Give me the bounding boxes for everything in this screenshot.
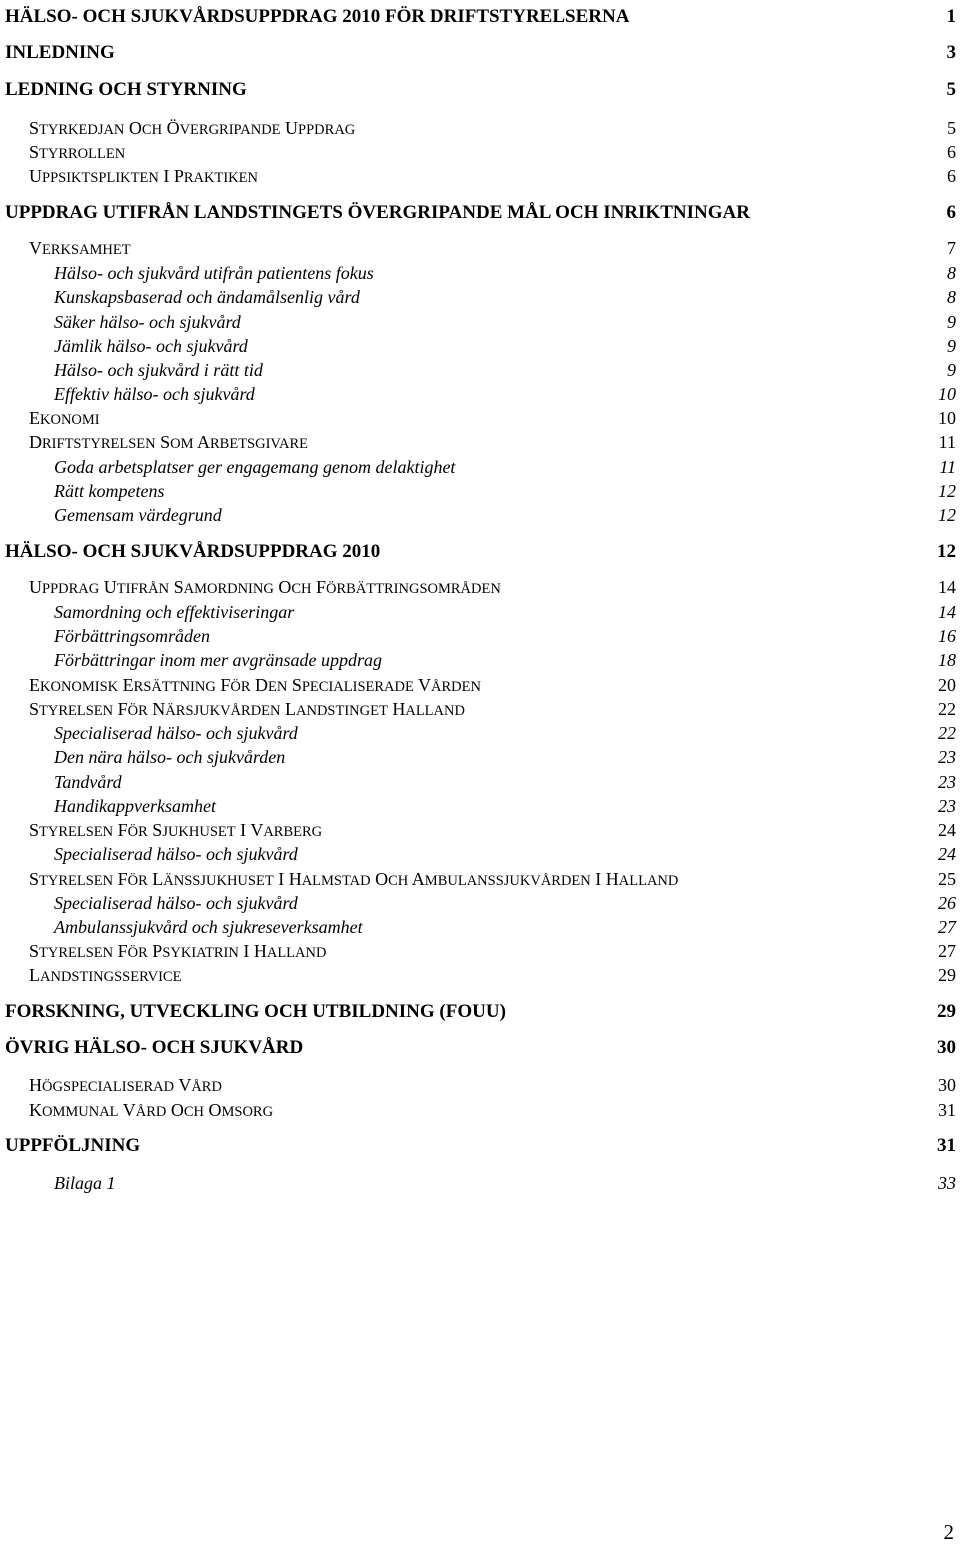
toc-entry-title: Hälso- och sjukvård i rätt tid [54,360,263,380]
toc-entry-title: UPPSIKTSPLIKTEN I PRAKTIKEN [29,166,258,186]
toc-entry-page: 23 [938,747,956,767]
toc-entry-title: STYRKEDJAN OCH ÖVERGRIPANDE UPPDRAG [29,118,356,138]
toc-entry-page: 8 [947,263,956,283]
toc-entry-title: FORSKNING, UTVECKLING OCH UTBILDNING (FOUU) [5,1001,506,1022]
toc-entry-title: Säker hälso- och sjukvård [54,312,241,332]
toc-entry[interactable] [0,868,956,892]
toc-entry-page: 23 [938,772,956,792]
toc-entry[interactable] [0,1135,956,1157]
toc-entry[interactable] [0,165,956,189]
toc-entry-page: 20 [938,675,956,695]
toc-entry-title: Den nära hälso- och sjukvården [54,747,286,767]
toc-entry[interactable] [0,746,956,768]
toc-entry-page: 16 [938,626,956,646]
toc-entry[interactable] [0,335,956,357]
toc-entry-title: Specialiserad hälso- och sjukvård [54,844,298,864]
toc-entry-page: 9 [947,360,956,380]
toc-entry-title: Hälso- och sjukvård utifrån patientens fokus [54,263,374,283]
toc-entry-page: 6 [947,166,956,186]
toc-entry-title: STYRROLLEN [29,142,126,162]
toc-entry-page: 5 [947,118,956,138]
toc-entry-page: 23 [938,796,956,816]
toc-entry-title: Tandvård [54,772,122,792]
toc-entry-page: 12 [937,541,956,562]
toc-entry-page: 24 [938,844,956,864]
toc-entry-title: Samordning och effektiviseringar [54,602,295,622]
toc-entry-page: 12 [938,481,956,501]
toc-entry[interactable] [0,504,956,526]
toc-entry[interactable] [0,383,956,405]
toc-entry-title: STYRELSEN FÖR SJUKHUSET I VARBERG [29,820,323,840]
toc-entry-page: 10 [938,384,956,404]
toc-entry[interactable] [0,262,956,284]
toc-entry[interactable] [0,601,956,623]
page-number: 2 [943,1520,954,1544]
toc-entry[interactable] [0,674,956,698]
toc-entry-page: 6 [946,202,956,223]
toc-entry-page: 12 [938,505,956,525]
toc-entry-title: UPPFÖLJNING [5,1135,141,1156]
toc-entry-title: UPPDRAG UTIFRÅN SAMORDNING OCH FÖRBÄTTRINGSOMRÅDEN [29,577,501,597]
toc-entry-page: 7 [947,238,956,258]
toc-entry[interactable] [0,576,956,600]
toc-entry-page: 31 [937,1135,956,1156]
toc-entry-title: Kunskapsbaserad och ändamålsenlig vård [54,287,360,307]
toc-entry-title: Effektiv hälso- och sjukvård [54,384,255,404]
toc-entry[interactable] [0,79,956,101]
toc-entry[interactable] [0,141,956,165]
toc-entry-title: Handikappverksamhet [54,796,216,816]
toc-entry-page: 27 [938,917,956,937]
toc-entry-page: 25 [938,869,956,889]
toc-entry-page: 8 [947,287,956,307]
toc-entry-page: 22 [938,723,956,743]
toc-entry[interactable] [0,892,956,914]
toc-entry-page: 30 [937,1037,956,1058]
toc-entry[interactable] [0,722,956,744]
toc-entry-page: 18 [938,650,956,670]
toc-entry[interactable] [0,456,956,478]
toc-entry[interactable] [0,916,956,938]
toc-entry-page: 22 [938,699,956,719]
toc-entry-title: ÖVRIG HÄLSO- OCH SJUKVÅRD [5,1037,304,1058]
toc-entry[interactable] [0,940,956,964]
toc-entry-title: VERKSAMHET [29,238,131,258]
toc-entry[interactable] [0,843,956,865]
toc-entry-title: Rätt kompetens [54,481,165,501]
toc-entry[interactable] [0,480,956,502]
toc-entry[interactable] [0,964,956,988]
toc-entry-title: Goda arbetsplatser ger engagemang genom delaktighet [54,457,456,477]
toc-entry[interactable] [0,1001,956,1023]
toc-entry-page: 27 [938,941,956,961]
toc-entry[interactable] [0,311,956,333]
toc-entry-page: 5 [946,79,956,100]
toc-entry-page: 26 [938,893,956,913]
toc-entry-page: 1 [946,6,956,27]
toc-entry-page: 11 [939,457,956,477]
toc-entry-page: 6 [947,142,956,162]
toc-entry-page: 24 [938,820,956,840]
toc-entry-title: STYRELSEN FÖR PSYKIATRIN I HALLAND [29,941,327,961]
toc-entry[interactable] [0,819,956,843]
toc-entry[interactable] [0,625,956,647]
toc-entry-title: EKONOMISK ERSÄTTNING FÖR DEN SPECIALISERADE VÅRDEN [29,675,481,695]
toc-entry[interactable] [0,359,956,381]
toc-entry-title: Gemensam värdegrund [54,505,222,525]
toc-entry-title: HÄLSO- OCH SJUKVÅRDSUPPDRAG 2010 [5,541,381,562]
toc-entry-page: 29 [937,1001,956,1022]
toc-entry[interactable] [0,698,956,722]
toc-entry-title: Ambulanssjukvård och sjukreseverksamhet [54,917,363,937]
toc-entry[interactable] [0,771,956,793]
toc-entry[interactable] [0,237,956,261]
toc-entry-page: 31 [938,1100,956,1120]
toc-entry-page: 11 [938,432,956,452]
toc-entry[interactable] [0,117,956,141]
toc-entry-title: Specialiserad hälso- och sjukvård [54,893,298,913]
toc-entry-title: DRIFTSTYRELSEN SOM ARBETSGIVARE [29,432,309,452]
toc-entry[interactable] [0,202,956,224]
toc-entry[interactable] [0,42,956,64]
toc-entry[interactable] [0,795,956,817]
toc-entry-title: HÖGSPECIALISERAD VÅRD [29,1075,222,1095]
toc-entry[interactable] [0,649,956,671]
toc-entry[interactable] [0,286,956,308]
toc-entry-title: EKONOMI [29,408,100,428]
toc-entry[interactable] [0,407,956,431]
toc-entry-page: 3 [946,42,956,63]
toc-entry-page: 14 [938,577,956,597]
toc-entry[interactable] [0,6,956,28]
toc-entry-title: Jämlik hälso- och sjukvård [54,336,248,356]
toc-entry-title: Förbättringsområden [54,626,211,646]
toc-entry[interactable] [0,541,956,563]
toc-entry-page: 29 [938,965,956,985]
toc-entry-page: 9 [947,336,956,356]
toc-entry-page: 33 [938,1173,956,1193]
toc-entry[interactable] [0,1099,956,1123]
toc-entry-title: Specialiserad hälso- och sjukvård [54,723,298,743]
toc-entry-title: LANDSTINGSSERVICE [29,965,182,985]
toc-entry-title: Bilaga 1 [54,1173,116,1193]
toc-entry-page: 10 [938,408,956,428]
toc-entry[interactable] [0,1074,956,1098]
toc-entry-title: STYRELSEN FÖR LÄNSSJUKHUSET I HALMSTAD OCH AMBULANSSJUKVÅRDEN I HALLAND [29,869,679,889]
toc-entry-title: LEDNING OCH STYRNING [5,79,247,100]
toc-entry-title: INLEDNING [5,42,115,63]
toc-entry-title: UPPDRAG UTIFRÅN LANDSTINGETS ÖVERGRIPANDE MÅL OCH INRIKTNINGAR [5,202,750,223]
toc-entry-title: Förbättringar inom mer avgränsade uppdrag [54,650,382,670]
toc-entry-page: 30 [938,1075,956,1095]
toc-entry-title: KOMMUNAL VÅRD OCH OMSORG [29,1100,274,1120]
toc-entry-page: 9 [947,312,956,332]
toc-entry-title: HÄLSO- OCH SJUKVÅRDSUPPDRAG 2010 FÖR DRIFTSTYRELSERNA [5,6,630,27]
toc-entry-page: 14 [938,602,956,622]
toc-entry[interactable] [0,431,956,455]
toc-entry-title: STYRELSEN FÖR NÄRSJUKVÅRDEN LANDSTINGET HALLAND [29,699,465,719]
toc-entry[interactable] [0,1037,956,1059]
toc-entry[interactable] [0,1172,956,1194]
